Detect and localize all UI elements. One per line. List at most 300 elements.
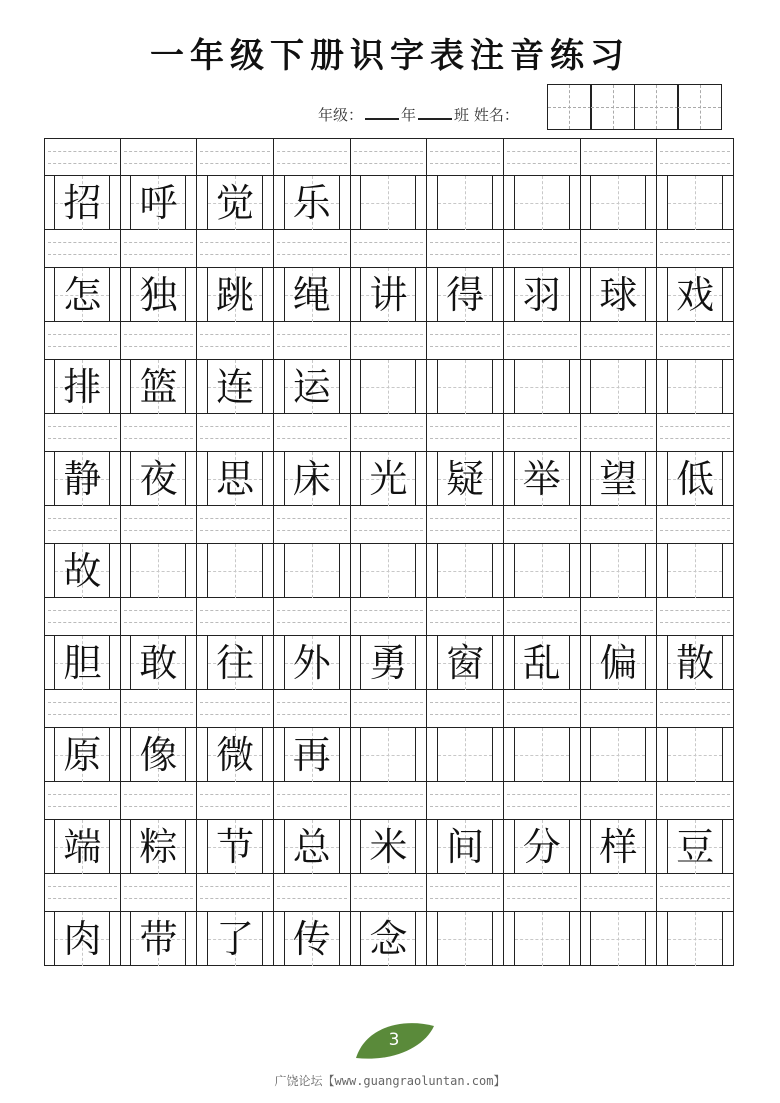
pinyin-cell[interactable] bbox=[581, 322, 658, 360]
pinyin-cell[interactable] bbox=[274, 138, 351, 176]
tianzige-box[interactable] bbox=[360, 176, 416, 230]
character: 节 bbox=[216, 825, 255, 869]
tianzige-box[interactable] bbox=[437, 820, 493, 874]
tianzige-box[interactable] bbox=[284, 452, 340, 506]
hanzi-cell bbox=[197, 912, 274, 966]
character: 静 bbox=[63, 457, 102, 501]
tianzige-box[interactable] bbox=[514, 452, 570, 506]
hanzi-cell bbox=[121, 728, 198, 782]
tianzige-box[interactable] bbox=[207, 268, 263, 322]
tianzige-box[interactable] bbox=[590, 728, 646, 782]
tianzige-box[interactable] bbox=[130, 728, 186, 782]
hanzi-cell bbox=[351, 360, 428, 414]
pinyin-cell[interactable] bbox=[44, 322, 121, 360]
hanzi-cell bbox=[197, 176, 274, 230]
character: 疑 bbox=[446, 457, 485, 501]
pinyin-row bbox=[44, 138, 734, 176]
character: 肉 bbox=[63, 917, 102, 961]
tianzige-box[interactable] bbox=[667, 636, 723, 690]
tianzige-box[interactable] bbox=[284, 636, 340, 690]
character: 再 bbox=[292, 733, 331, 777]
hanzi-row bbox=[44, 728, 734, 782]
tianzige-box[interactable] bbox=[667, 912, 723, 966]
pinyin-cell[interactable] bbox=[351, 874, 428, 912]
character: 样 bbox=[599, 825, 638, 869]
tianzige-box[interactable] bbox=[207, 912, 263, 966]
hanzi-cell bbox=[197, 360, 274, 414]
tianzige-box[interactable] bbox=[667, 176, 723, 230]
tianzige-box[interactable] bbox=[360, 636, 416, 690]
hanzi-cell bbox=[504, 912, 581, 966]
character: 分 bbox=[522, 825, 561, 869]
tianzige-box[interactable] bbox=[437, 636, 493, 690]
tianzige-box[interactable] bbox=[667, 452, 723, 506]
character: 故 bbox=[63, 549, 102, 593]
tianzige-box[interactable] bbox=[590, 912, 646, 966]
character: 跳 bbox=[216, 273, 255, 317]
pinyin-cell[interactable] bbox=[581, 414, 658, 452]
tianzige-box[interactable] bbox=[360, 820, 416, 874]
tianzige-box[interactable] bbox=[54, 268, 110, 322]
pinyin-cell[interactable] bbox=[44, 782, 121, 820]
tianzige-box[interactable] bbox=[667, 728, 723, 782]
tianzige-box[interactable] bbox=[360, 912, 416, 966]
hanzi-cell bbox=[504, 820, 581, 874]
character: 端 bbox=[63, 825, 102, 869]
pinyin-cell[interactable] bbox=[121, 414, 198, 452]
tianzige-box[interactable] bbox=[590, 268, 646, 322]
pinyin-row bbox=[44, 690, 734, 728]
tianzige-box[interactable] bbox=[284, 360, 340, 414]
pinyin-cell[interactable] bbox=[44, 506, 121, 544]
pinyin-cell[interactable] bbox=[657, 322, 734, 360]
hanzi-cell bbox=[44, 360, 121, 414]
pinyin-cell[interactable] bbox=[351, 414, 428, 452]
character: 微 bbox=[216, 733, 255, 777]
hanzi-cell bbox=[274, 912, 351, 966]
hanzi-cell bbox=[351, 268, 428, 322]
hanzi-cell bbox=[121, 268, 198, 322]
pinyin-cell[interactable] bbox=[581, 506, 658, 544]
pinyin-cell[interactable] bbox=[121, 230, 198, 268]
hanzi-cell bbox=[197, 452, 274, 506]
character: 思 bbox=[216, 457, 255, 501]
tianzige-box[interactable] bbox=[667, 360, 723, 414]
name-box[interactable] bbox=[634, 84, 679, 130]
tianzige-box[interactable] bbox=[54, 636, 110, 690]
pinyin-row bbox=[44, 782, 734, 820]
pinyin-cell[interactable] bbox=[351, 690, 428, 728]
pinyin-cell[interactable] bbox=[274, 230, 351, 268]
hanzi-cell bbox=[504, 360, 581, 414]
pinyin-cell[interactable] bbox=[504, 414, 581, 452]
hanzi-cell bbox=[274, 820, 351, 874]
hanzi-row bbox=[44, 912, 734, 966]
pinyin-cell[interactable] bbox=[657, 230, 734, 268]
character: 间 bbox=[446, 825, 485, 869]
hanzi-cell bbox=[197, 820, 274, 874]
tianzige-box[interactable] bbox=[360, 268, 416, 322]
tianzige-box[interactable] bbox=[130, 360, 186, 414]
pinyin-cell[interactable] bbox=[121, 506, 198, 544]
tianzige-box[interactable] bbox=[437, 452, 493, 506]
pinyin-row bbox=[44, 874, 734, 912]
pinyin-cell[interactable] bbox=[581, 874, 658, 912]
tianzige-box[interactable] bbox=[667, 820, 723, 874]
tianzige-box[interactable] bbox=[667, 544, 723, 598]
pinyin-cell[interactable] bbox=[657, 414, 734, 452]
tianzige-box[interactable] bbox=[284, 912, 340, 966]
name-box[interactable] bbox=[677, 84, 722, 130]
tianzige-box[interactable] bbox=[54, 360, 110, 414]
hanzi-cell bbox=[504, 636, 581, 690]
hanzi-cell bbox=[274, 452, 351, 506]
hanzi-cell bbox=[581, 360, 658, 414]
pinyin-cell[interactable] bbox=[197, 690, 274, 728]
tianzige-box[interactable] bbox=[207, 728, 263, 782]
hanzi-cell bbox=[427, 636, 504, 690]
character: 怎 bbox=[63, 273, 102, 317]
pinyin-cell[interactable] bbox=[504, 506, 581, 544]
character: 举 bbox=[522, 457, 561, 501]
pinyin-cell[interactable] bbox=[44, 414, 121, 452]
hanzi-cell bbox=[657, 360, 734, 414]
pinyin-cell[interactable] bbox=[274, 874, 351, 912]
hanzi-cell bbox=[427, 820, 504, 874]
character: 招 bbox=[63, 181, 102, 225]
pinyin-cell[interactable] bbox=[121, 690, 198, 728]
hanzi-cell bbox=[427, 452, 504, 506]
name-writing-boxes bbox=[548, 84, 722, 130]
tianzige-box[interactable] bbox=[207, 636, 263, 690]
name-label: 姓名： bbox=[473, 106, 519, 124]
hanzi-cell bbox=[197, 728, 274, 782]
hanzi-cell bbox=[351, 636, 428, 690]
character: 粽 bbox=[139, 825, 178, 869]
pinyin-cell[interactable] bbox=[504, 138, 581, 176]
pinyin-cell[interactable] bbox=[274, 414, 351, 452]
tianzige-box[interactable] bbox=[590, 360, 646, 414]
pinyin-cell[interactable] bbox=[351, 138, 428, 176]
tianzige-box[interactable] bbox=[54, 820, 110, 874]
character: 低 bbox=[676, 457, 715, 501]
pinyin-cell[interactable] bbox=[581, 782, 658, 820]
character: 米 bbox=[369, 825, 408, 869]
tianzige-box[interactable] bbox=[590, 544, 646, 598]
pinyin-cell[interactable] bbox=[351, 782, 428, 820]
tianzige-box[interactable] bbox=[360, 728, 416, 782]
hanzi-cell bbox=[657, 544, 734, 598]
tianzige-box[interactable] bbox=[437, 360, 493, 414]
pinyin-cell[interactable] bbox=[351, 506, 428, 544]
pinyin-cell[interactable] bbox=[197, 138, 274, 176]
hanzi-cell bbox=[581, 912, 658, 966]
tianzige-box[interactable] bbox=[130, 544, 186, 598]
pinyin-cell[interactable] bbox=[274, 690, 351, 728]
tianzige-box[interactable] bbox=[514, 268, 570, 322]
hanzi-cell bbox=[581, 176, 658, 230]
tianzige-box[interactable] bbox=[207, 544, 263, 598]
pinyin-cell[interactable] bbox=[581, 690, 658, 728]
tianzige-box[interactable] bbox=[514, 820, 570, 874]
hanzi-cell bbox=[197, 268, 274, 322]
character: 绳 bbox=[292, 273, 331, 317]
pinyin-cell[interactable] bbox=[657, 782, 734, 820]
character: 带 bbox=[139, 917, 178, 961]
tianzige-box[interactable] bbox=[284, 820, 340, 874]
hanzi-cell bbox=[657, 728, 734, 782]
year-suffix: 年 bbox=[401, 106, 417, 124]
pinyin-cell[interactable] bbox=[351, 598, 428, 636]
pinyin-cell[interactable] bbox=[581, 230, 658, 268]
character: 总 bbox=[292, 825, 331, 869]
tianzige-box[interactable] bbox=[437, 544, 493, 598]
pinyin-cell[interactable] bbox=[197, 506, 274, 544]
pinyin-cell[interactable] bbox=[197, 874, 274, 912]
pinyin-cell[interactable] bbox=[351, 322, 428, 360]
character: 篮 bbox=[139, 365, 178, 409]
pinyin-cell[interactable] bbox=[121, 598, 198, 636]
hanzi-cell bbox=[197, 636, 274, 690]
hanzi-cell bbox=[351, 452, 428, 506]
pinyin-cell[interactable] bbox=[44, 874, 121, 912]
grade-label: 年级： bbox=[318, 106, 364, 124]
pinyin-cell[interactable] bbox=[274, 598, 351, 636]
hanzi-cell bbox=[657, 176, 734, 230]
hanzi-cell bbox=[44, 176, 121, 230]
tianzige-box[interactable] bbox=[590, 636, 646, 690]
pinyin-cell[interactable] bbox=[121, 138, 198, 176]
tianzige-box[interactable] bbox=[207, 360, 263, 414]
pinyin-cell[interactable] bbox=[427, 782, 504, 820]
character: 光 bbox=[369, 457, 408, 501]
pinyin-cell[interactable] bbox=[657, 598, 734, 636]
name-box[interactable] bbox=[547, 84, 592, 130]
tianzige-box[interactable] bbox=[54, 544, 110, 598]
pinyin-cell[interactable] bbox=[44, 598, 121, 636]
practice-grid bbox=[44, 138, 734, 966]
character: 原 bbox=[63, 733, 102, 777]
tianzige-box[interactable] bbox=[667, 268, 723, 322]
character: 念 bbox=[369, 917, 408, 961]
pinyin-cell[interactable] bbox=[504, 598, 581, 636]
pinyin-cell[interactable] bbox=[197, 782, 274, 820]
pinyin-cell[interactable] bbox=[121, 322, 198, 360]
tianzige-box[interactable] bbox=[437, 728, 493, 782]
tianzige-box[interactable] bbox=[437, 176, 493, 230]
pinyin-cell[interactable] bbox=[427, 874, 504, 912]
character: 得 bbox=[446, 273, 485, 317]
character: 了 bbox=[216, 917, 255, 961]
pinyin-cell[interactable] bbox=[197, 414, 274, 452]
tianzige-box[interactable] bbox=[130, 912, 186, 966]
pinyin-cell[interactable] bbox=[274, 322, 351, 360]
pinyin-cell[interactable] bbox=[657, 506, 734, 544]
pinyin-cell[interactable] bbox=[274, 782, 351, 820]
tianzige-box[interactable] bbox=[207, 820, 263, 874]
character: 球 bbox=[599, 273, 638, 317]
pinyin-cell[interactable] bbox=[504, 874, 581, 912]
tianzige-box[interactable] bbox=[360, 360, 416, 414]
tianzige-box[interactable] bbox=[360, 544, 416, 598]
character: 独 bbox=[139, 273, 178, 317]
pinyin-row bbox=[44, 598, 734, 636]
pinyin-cell[interactable] bbox=[197, 230, 274, 268]
hanzi-cell bbox=[274, 360, 351, 414]
hanzi-cell bbox=[351, 544, 428, 598]
hanzi-row bbox=[44, 360, 734, 414]
pinyin-row bbox=[44, 230, 734, 268]
character: 望 bbox=[599, 457, 638, 501]
tianzige-box[interactable] bbox=[130, 636, 186, 690]
pinyin-cell[interactable] bbox=[427, 598, 504, 636]
tianzige-box[interactable] bbox=[360, 452, 416, 506]
pinyin-cell[interactable] bbox=[657, 690, 734, 728]
hanzi-cell bbox=[274, 176, 351, 230]
hanzi-cell bbox=[427, 268, 504, 322]
hanzi-cell bbox=[504, 268, 581, 322]
pinyin-cell[interactable] bbox=[44, 138, 121, 176]
tianzige-box[interactable] bbox=[130, 176, 186, 230]
pinyin-cell[interactable] bbox=[657, 138, 734, 176]
student-info bbox=[318, 104, 519, 125]
class-blank[interactable] bbox=[418, 108, 452, 120]
pinyin-cell[interactable] bbox=[427, 322, 504, 360]
tianzige-box[interactable] bbox=[207, 176, 263, 230]
grade-blank[interactable] bbox=[365, 108, 399, 120]
hanzi-cell bbox=[44, 912, 121, 966]
tianzige-box[interactable] bbox=[514, 912, 570, 966]
hanzi-cell bbox=[121, 452, 198, 506]
tianzige-box[interactable] bbox=[130, 268, 186, 322]
class-suffix: 班 bbox=[454, 106, 470, 124]
pinyin-cell[interactable] bbox=[121, 782, 198, 820]
character: 勇 bbox=[369, 641, 408, 685]
pinyin-cell[interactable] bbox=[274, 506, 351, 544]
hanzi-cell bbox=[121, 544, 198, 598]
pinyin-cell[interactable] bbox=[351, 230, 428, 268]
hanzi-cell bbox=[274, 544, 351, 598]
hanzi-cell bbox=[581, 268, 658, 322]
hanzi-cell bbox=[44, 544, 121, 598]
character: 传 bbox=[292, 917, 331, 961]
tianzige-box[interactable] bbox=[54, 452, 110, 506]
character: 呼 bbox=[139, 181, 178, 225]
pinyin-cell[interactable] bbox=[44, 230, 121, 268]
tianzige-box[interactable] bbox=[514, 636, 570, 690]
hanzi-cell bbox=[44, 728, 121, 782]
character: 讲 bbox=[369, 273, 408, 317]
pinyin-cell[interactable] bbox=[427, 506, 504, 544]
pinyin-cell[interactable] bbox=[197, 322, 274, 360]
character: 羽 bbox=[522, 273, 561, 317]
tianzige-box[interactable] bbox=[514, 728, 570, 782]
tianzige-box[interactable] bbox=[514, 176, 570, 230]
hanzi-cell bbox=[657, 912, 734, 966]
tianzige-box[interactable] bbox=[130, 452, 186, 506]
pinyin-cell[interactable] bbox=[581, 138, 658, 176]
hanzi-cell bbox=[657, 636, 734, 690]
hanzi-cell bbox=[427, 360, 504, 414]
pinyin-cell[interactable] bbox=[504, 322, 581, 360]
hanzi-cell bbox=[504, 452, 581, 506]
hanzi-cell bbox=[44, 452, 121, 506]
hanzi-cell bbox=[657, 452, 734, 506]
tianzige-box[interactable] bbox=[130, 820, 186, 874]
tianzige-box[interactable] bbox=[437, 268, 493, 322]
tianzige-box[interactable] bbox=[590, 176, 646, 230]
pinyin-cell[interactable] bbox=[427, 690, 504, 728]
character: 像 bbox=[139, 733, 178, 777]
character: 乱 bbox=[522, 641, 561, 685]
pinyin-cell[interactable] bbox=[581, 598, 658, 636]
tianzige-box[interactable] bbox=[514, 360, 570, 414]
character: 偏 bbox=[599, 641, 638, 685]
character: 外 bbox=[292, 641, 331, 685]
hanzi-cell bbox=[504, 544, 581, 598]
hanzi-cell bbox=[427, 728, 504, 782]
hanzi-cell bbox=[351, 176, 428, 230]
pinyin-cell[interactable] bbox=[427, 414, 504, 452]
tianzige-box[interactable] bbox=[284, 728, 340, 782]
character: 运 bbox=[292, 365, 331, 409]
hanzi-cell bbox=[427, 544, 504, 598]
character: 乐 bbox=[292, 181, 331, 225]
character: 胆 bbox=[63, 641, 102, 685]
hanzi-cell bbox=[274, 728, 351, 782]
tianzige-box[interactable] bbox=[54, 176, 110, 230]
character: 排 bbox=[63, 365, 102, 409]
tianzige-box[interactable] bbox=[590, 820, 646, 874]
character: 豆 bbox=[676, 825, 715, 869]
pinyin-cell[interactable] bbox=[504, 690, 581, 728]
hanzi-cell bbox=[121, 176, 198, 230]
pinyin-cell[interactable] bbox=[197, 598, 274, 636]
hanzi-cell bbox=[121, 636, 198, 690]
hanzi-cell bbox=[427, 912, 504, 966]
tianzige-box[interactable] bbox=[54, 728, 110, 782]
hanzi-cell bbox=[581, 452, 658, 506]
tianzige-box[interactable] bbox=[514, 544, 570, 598]
hanzi-cell bbox=[427, 176, 504, 230]
pinyin-cell[interactable] bbox=[427, 230, 504, 268]
hanzi-cell bbox=[504, 176, 581, 230]
hanzi-row bbox=[44, 268, 734, 322]
hanzi-cell bbox=[44, 636, 121, 690]
tianzige-box[interactable] bbox=[284, 268, 340, 322]
pinyin-cell[interactable] bbox=[504, 782, 581, 820]
character: 敢 bbox=[139, 641, 178, 685]
hanzi-cell bbox=[581, 636, 658, 690]
hanzi-cell bbox=[351, 728, 428, 782]
hanzi-cell bbox=[504, 728, 581, 782]
tianzige-box[interactable] bbox=[437, 912, 493, 966]
name-box[interactable] bbox=[590, 84, 635, 130]
hanzi-cell bbox=[657, 268, 734, 322]
tianzige-box[interactable] bbox=[284, 176, 340, 230]
tianzige-box[interactable] bbox=[590, 452, 646, 506]
tianzige-box[interactable] bbox=[284, 544, 340, 598]
pinyin-cell[interactable] bbox=[121, 874, 198, 912]
pinyin-cell[interactable] bbox=[427, 138, 504, 176]
pinyin-cell[interactable] bbox=[44, 690, 121, 728]
tianzige-box[interactable] bbox=[207, 452, 263, 506]
hanzi-cell bbox=[121, 360, 198, 414]
tianzige-box[interactable] bbox=[54, 912, 110, 966]
footer-watermark: 广饶论坛【www.guangraoluntan.com】 bbox=[274, 1074, 506, 1088]
pinyin-cell[interactable] bbox=[657, 874, 734, 912]
pinyin-cell[interactable] bbox=[504, 230, 581, 268]
